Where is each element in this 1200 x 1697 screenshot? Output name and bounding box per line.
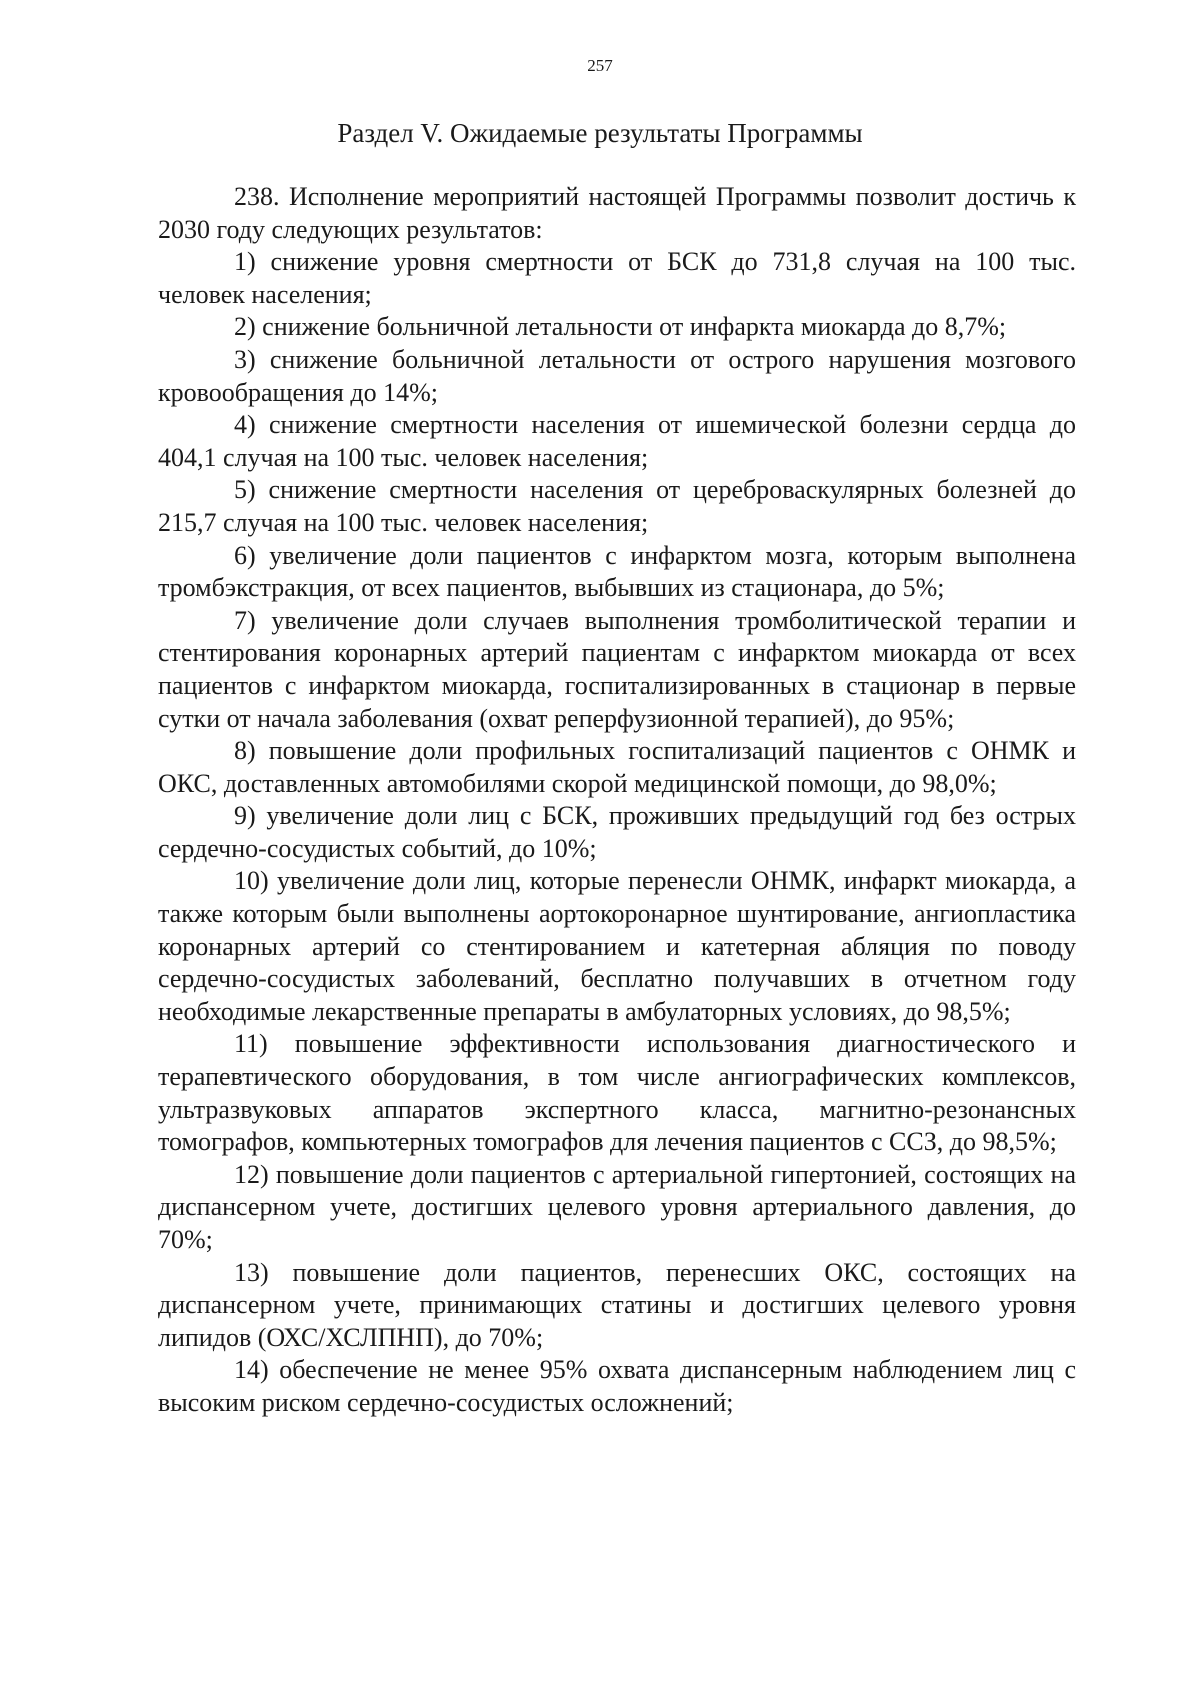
list-item: 3) снижение больничной летальности от острого нарушения мозгового кровообращения до 14%;: [158, 344, 1076, 407]
list-item: 4) снижение смертности населения от ишемической болезни сердца до 404,1 случая на 100 тыс. человек населения;: [158, 410, 1076, 472]
list-item: 2) снижение больничной летальности от инфаркта миокарда до 8,7%;: [234, 312, 1007, 342]
section-title: Раздел V. Ожидаемые результаты Программы: [337, 118, 863, 148]
list-item: 14) обеспечение не менее 95% охвата диспансерным наблюдением лиц с высоким риском сердечно-сосудистых осложнений;: [158, 1355, 1076, 1417]
list-item: 11) повышение эффективности использования диагностического и терапевтического оборудования, в том числе ангиографических комплексов, ультразвуковых аппаратов экспертного класса, магнитно-резонансных томографов, компьютерных томографов для лечения пациентов с ССЗ, до 98,5%;: [158, 1029, 1076, 1157]
list-item: 9) увеличение доли лиц с БСК, проживших предыдущий год без острых сердечно-сосудистых событий, до 10%;: [158, 801, 1076, 863]
list-item: 7) увеличение доли случаев выполнения тромболитической терапии и стентирования коронарных артерий пациентам с инфарктом миокарда от всех пациентов с инфарктом миокарда, госпитализированных в стационар в первые сутки от начала заболевания (охват реперфузионной терапией), до 95%;: [158, 605, 1076, 733]
list-item: 8) повышение доли профильных госпитализаций пациентов с ОНМК и ОКС, доставленных автомобилями скорой медицинской помощи, до 98,0%;: [158, 736, 1076, 798]
intro-paragraph: 238. Исполнение мероприятий настоящей Программы позволит достичь к 2030 году следующих результатов:: [158, 182, 1076, 244]
list-item: 5) снижение смертности населения от цереброваскулярных болезней до 215,7 случая на 100 тыс. человек населения;: [158, 475, 1076, 537]
list-item: 12) повышение доли пациентов с артериальной гипертонией, состоящих на диспансерном учете, достигших целевого уровня артериального давления, до 70%;: [158, 1159, 1076, 1254]
page-number: 257: [587, 56, 613, 75]
list-item: 13) повышение доли пациентов, перенесших ОКС, состоящих на диспансерном учете, принимающих статины и достигших целевого уровня липидов (ОХС/ХСЛПНП), до 70%;: [158, 1257, 1076, 1352]
list-item: 10) увеличение доли лиц, которые перенесли ОНМК, инфаркт миокарда, а также которым были выполнены аортокоронарное шунтирование, ангиопластика коронарных артерий со стентированием и катетерная абляция по поводу сердечно-сосудистых заболеваний, бесплатно получавших в отчетном году необходимые лекарственные препараты в амбулаторных условиях, до 98,5%;: [158, 866, 1076, 1026]
body-text: [158, 181, 1076, 1420]
list-item: 1) снижение уровня смертности от БСК до 731,8 случая на 100 тыс. человек населения;: [158, 247, 1076, 309]
list-item: 6) увеличение доли пациентов с инфарктом мозга, которым выполнена тромбэкстракция, от всех пациентов, выбывших из стационара, до 5%;: [158, 540, 1076, 603]
